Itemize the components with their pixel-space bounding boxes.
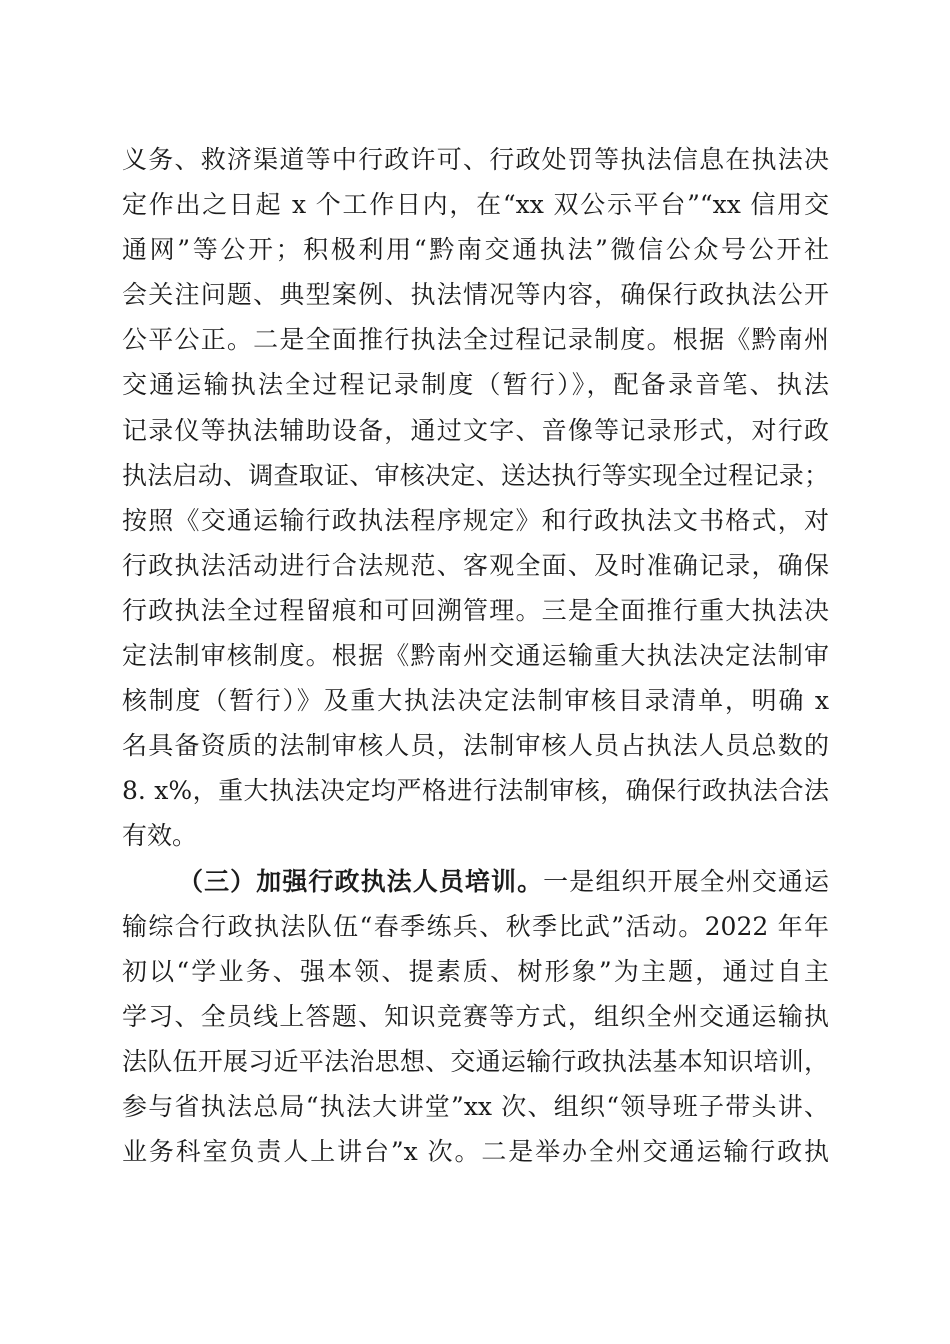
section-heading: （三）加强行政执法人员培训。 [178, 866, 544, 896]
text-line: 初以“学业务、强本领、提素质、树形象”为主题，通过自主 [122, 956, 829, 986]
text-line: 会关注问题、典型案例、执法情况等内容，确保行政执法公开 [122, 280, 829, 310]
text-line: 执法启动、调查取证、审核决定、送达执行等实现全过程记录； [122, 460, 829, 490]
text-line: 行政执法活动进行合法规范、客观全面、及时准确记录，确保 [122, 550, 829, 580]
text-line: 通网”等公开；积极利用“黔南交通执法”微信公众号公开社 [122, 235, 829, 265]
text-line: 名具备资质的法制审核人员，法制审核人员占执法人员总数的 [122, 731, 829, 761]
text-line: 记录仪等执法辅助设备，通过文字、音像等记录形式，对行政 [122, 415, 829, 445]
text-span: 一是组织开展全州交通运 [543, 866, 829, 896]
text-line: 义务、救济渠道等中行政许可、行政处罚等执法信息在执法决 [122, 145, 829, 174]
text-line: 行政执法全过程留痕和可回溯管理。三是全面推行重大执法决 [122, 595, 829, 625]
text-line: 业务科室负责人上讲台”x 次。二是举办全州交通运输行政执 [122, 1137, 829, 1167]
text-line: 法队伍开展习近平法治思想、交通运输行政执法基本知识培训， [122, 1046, 829, 1076]
text-line: 交通运输执法全过程记录制度（暂行）》，配备录音笔、执法 [122, 370, 829, 400]
text-line: 参与省执法总局“执法大讲堂”xx 次、组织“领导班子带头讲、 [122, 1091, 829, 1121]
paragraph-1 [122, 137, 829, 859]
text-line: 有效。 [122, 821, 198, 851]
text-line: 公平公正。二是全面推行执法全过程记录制度。根据《黔南州 [122, 325, 829, 355]
text-line: 8. x%，重大执法决定均严格进行法制审核，确保行政执法合法 [122, 776, 829, 806]
text-line: 核制度（暂行）》及重大执法决定法制审核目录清单，明确 x [122, 686, 829, 716]
text-line: 学习、全员线上答题、知识竞赛等方式，组织全州交通运输执 [122, 1001, 829, 1031]
text-line [122, 859, 829, 904]
text-line: 定法制审核制度。根据《黔南州交通运输重大执法决定法制审 [122, 641, 829, 671]
paragraph-2 [122, 859, 829, 1175]
document-body [122, 137, 829, 1174]
text-line: 按照《交通运输行政执法程序规定》和行政执法文书格式，对 [122, 505, 829, 535]
text-line: 定作出之日起 x 个工作日内，在“xx 双公示平台”“xx 信用交 [122, 190, 829, 220]
text-line: 输综合行政执法队伍“春季练兵、秋季比武”活动。2022 年年 [122, 911, 829, 941]
